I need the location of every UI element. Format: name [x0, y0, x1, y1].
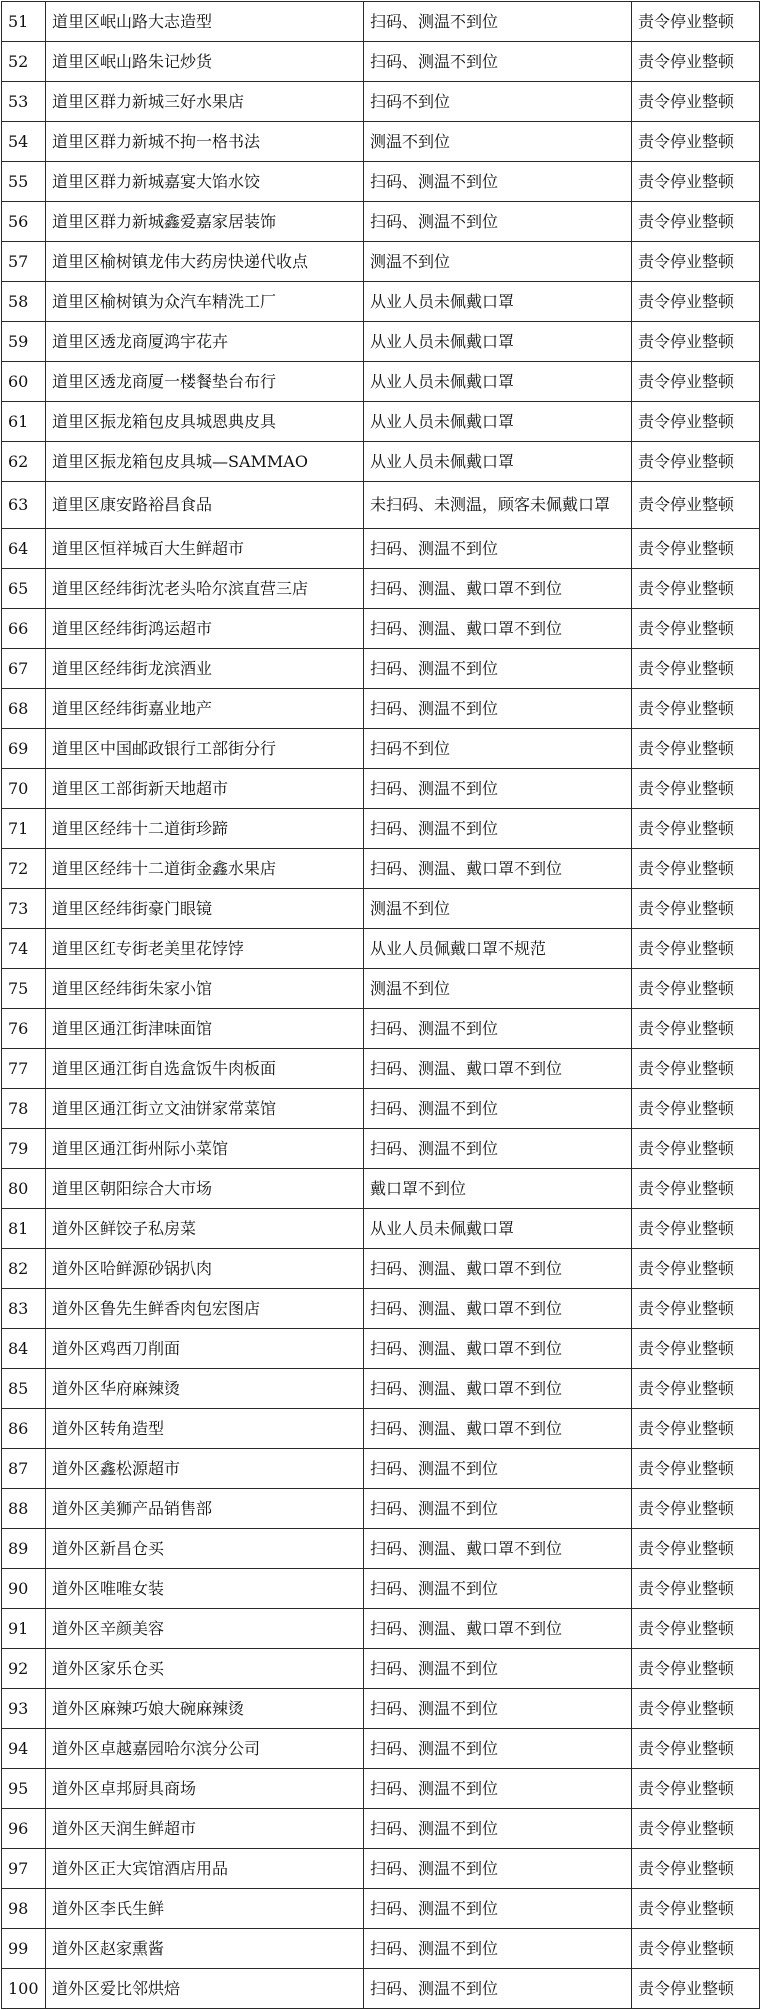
row-number: 65 [2, 569, 46, 609]
violation-issue: 扫码、测温不到位 [364, 1009, 632, 1049]
violation-issue: 扫码、测温不到位 [364, 1729, 632, 1769]
table-row [2, 1969, 760, 2009]
business-name: 道里区经纬街嘉业地产 [46, 689, 364, 729]
row-number: 71 [2, 809, 46, 849]
violation-issue: 从业人员未佩戴口罩 [364, 402, 632, 442]
penalty-action: 责令停业整顿 [632, 1249, 760, 1289]
table-row [2, 689, 760, 729]
table-row [2, 1849, 760, 1889]
table-row [2, 1809, 760, 1849]
table-row [2, 1609, 760, 1649]
violation-issue: 扫码、测温、戴口罩不到位 [364, 1289, 632, 1329]
table-row [2, 1689, 760, 1729]
violation-issue: 扫码、测温不到位 [364, 1969, 632, 2009]
table-row [2, 929, 760, 969]
business-name: 道外区鲁先生鲜香肉包宏图店 [46, 1289, 364, 1329]
violation-issue: 扫码、测温不到位 [364, 1489, 632, 1529]
violation-issue: 测温不到位 [364, 969, 632, 1009]
violation-issue: 测温不到位 [364, 122, 632, 162]
business-name: 道里区群力新城鑫爱嘉家居装饰 [46, 202, 364, 242]
row-number: 94 [2, 1729, 46, 1769]
row-number: 55 [2, 162, 46, 202]
table-row [2, 1129, 760, 1169]
business-name: 道外区华府麻辣烫 [46, 1369, 364, 1409]
table-row [2, 609, 760, 649]
table-row [2, 1649, 760, 1689]
business-name: 道外区哈鲜源砂锅扒肉 [46, 1249, 364, 1289]
table-row [2, 569, 760, 609]
business-name: 道里区通江街州际小菜馆 [46, 1129, 364, 1169]
table-row [2, 1209, 760, 1249]
violation-issue: 未扫码、未测温，顾客未佩戴口罩 [364, 482, 632, 529]
violation-issue: 扫码、测温不到位 [364, 1929, 632, 1969]
violation-issue: 从业人员未佩戴口罩 [364, 442, 632, 482]
penalty-action: 责令停业整顿 [632, 1089, 760, 1129]
table-row [2, 1729, 760, 1769]
business-name: 道里区群力新城不拘一格书法 [46, 122, 364, 162]
table-row [2, 1449, 760, 1489]
row-number: 64 [2, 529, 46, 569]
table-row [2, 1289, 760, 1329]
penalty-action: 责令停业整顿 [632, 929, 760, 969]
row-number: 92 [2, 1649, 46, 1689]
penalty-action: 责令停业整顿 [632, 1369, 760, 1409]
penalty-action: 责令停业整顿 [632, 1569, 760, 1609]
violation-issue: 扫码、测温不到位 [364, 2, 632, 42]
row-number: 63 [2, 482, 46, 529]
business-name: 道外区爱比邻烘焙 [46, 1969, 364, 2009]
business-name: 道里区透龙商厦鸿宇花卉 [46, 322, 364, 362]
table-row [2, 1529, 760, 1569]
table-row [2, 849, 760, 889]
violation-issue: 扫码不到位 [364, 729, 632, 769]
penalty-action: 责令停业整顿 [632, 1649, 760, 1689]
table-row [2, 242, 760, 282]
penalty-action: 责令停业整顿 [632, 1689, 760, 1729]
penalty-action: 责令停业整顿 [632, 1289, 760, 1329]
penalty-action: 责令停业整顿 [632, 2, 760, 42]
table-row [2, 2, 760, 42]
penalty-action: 责令停业整顿 [632, 1489, 760, 1529]
row-number: 91 [2, 1609, 46, 1649]
penalty-action: 责令停业整顿 [632, 969, 760, 1009]
business-name: 道外区赵家熏酱 [46, 1929, 364, 1969]
penalty-action: 责令停业整顿 [632, 1129, 760, 1169]
business-name: 道里区榆树镇龙伟大药房快递代收点 [46, 242, 364, 282]
violation-issue: 扫码、测温不到位 [364, 1809, 632, 1849]
business-name: 道外区鑫松源超市 [46, 1449, 364, 1489]
table-row [2, 729, 760, 769]
violation-issue: 扫码不到位 [364, 82, 632, 122]
row-number: 70 [2, 769, 46, 809]
violation-issue: 扫码、测温不到位 [364, 1129, 632, 1169]
violation-issue: 扫码、测温不到位 [364, 529, 632, 569]
penalty-action: 责令停业整顿 [632, 1889, 760, 1929]
business-name: 道里区通江街津味面馆 [46, 1009, 364, 1049]
violation-issue: 扫码、测温、戴口罩不到位 [364, 1529, 632, 1569]
table-row [2, 162, 760, 202]
business-name: 道外区麻辣巧娘大碗麻辣烫 [46, 1689, 364, 1729]
violation-issue: 扫码、测温不到位 [364, 1889, 632, 1929]
violation-table-body [2, 2, 760, 2009]
violation-issue: 扫码、测温、戴口罩不到位 [364, 1409, 632, 1449]
table-row [2, 282, 760, 322]
table-row [2, 1369, 760, 1409]
row-number: 85 [2, 1369, 46, 1409]
table-row [2, 1889, 760, 1929]
violation-issue: 扫码、测温、戴口罩不到位 [364, 1049, 632, 1089]
violation-issue: 扫码、测温不到位 [364, 1649, 632, 1689]
business-name: 道外区卓邦厨具商场 [46, 1769, 364, 1809]
business-name: 道外区转角造型 [46, 1409, 364, 1449]
business-name: 道里区经纬街鸿运超市 [46, 609, 364, 649]
business-name: 道外区新昌仓买 [46, 1529, 364, 1569]
table-row [2, 1489, 760, 1529]
row-number: 52 [2, 42, 46, 82]
penalty-action: 责令停业整顿 [632, 1969, 760, 2009]
penalty-action: 责令停业整顿 [632, 82, 760, 122]
penalty-action: 责令停业整顿 [632, 849, 760, 889]
row-number: 59 [2, 322, 46, 362]
business-name: 道里区岷山路大志造型 [46, 2, 364, 42]
penalty-action: 责令停业整顿 [632, 1609, 760, 1649]
row-number: 80 [2, 1169, 46, 1209]
row-number: 88 [2, 1489, 46, 1529]
penalty-action: 责令停业整顿 [632, 809, 760, 849]
penalty-action: 责令停业整顿 [632, 1409, 760, 1449]
table-row [2, 362, 760, 402]
business-name: 道里区振龙箱包皮具城—SAMMAO [46, 442, 364, 482]
row-number: 100 [2, 1969, 46, 2009]
violation-issue: 扫码、测温不到位 [364, 1689, 632, 1729]
business-name: 道外区鲜饺子私房菜 [46, 1209, 364, 1249]
business-name: 道外区正大宾馆酒店用品 [46, 1849, 364, 1889]
penalty-action: 责令停业整顿 [632, 1209, 760, 1249]
violation-issue: 扫码、测温、戴口罩不到位 [364, 1609, 632, 1649]
row-number: 68 [2, 689, 46, 729]
violation-issue: 扫码、测温、戴口罩不到位 [364, 609, 632, 649]
penalty-action: 责令停业整顿 [632, 42, 760, 82]
table-row [2, 482, 760, 529]
table-row [2, 442, 760, 482]
business-name: 道里区岷山路朱记炒货 [46, 42, 364, 82]
business-name: 道里区经纬街朱家小馆 [46, 969, 364, 1009]
penalty-action: 责令停业整顿 [632, 122, 760, 162]
penalty-action: 责令停业整顿 [632, 1169, 760, 1209]
business-name: 道里区康安路裕昌食品 [46, 482, 364, 529]
business-name: 道里区经纬街龙滨酒业 [46, 649, 364, 689]
row-number: 69 [2, 729, 46, 769]
violation-issue: 从业人员未佩戴口罩 [364, 1209, 632, 1249]
violation-issue: 扫码、测温不到位 [364, 162, 632, 202]
business-name: 道里区通江街自选盒饭牛肉板面 [46, 1049, 364, 1089]
business-name: 道里区透龙商厦一楼餐垫台布行 [46, 362, 364, 402]
business-name: 道里区通江街立文油饼家常菜馆 [46, 1089, 364, 1129]
business-name: 道外区卓越嘉园哈尔滨分公司 [46, 1729, 364, 1769]
penalty-action: 责令停业整顿 [632, 649, 760, 689]
penalty-action: 责令停业整顿 [632, 1729, 760, 1769]
violation-issue: 扫码、测温、戴口罩不到位 [364, 1369, 632, 1409]
business-name: 道外区李氏生鲜 [46, 1889, 364, 1929]
row-number: 99 [2, 1929, 46, 1969]
violation-issue: 从业人员未佩戴口罩 [364, 322, 632, 362]
business-name: 道里区工部街新天地超市 [46, 769, 364, 809]
violation-issue: 从业人员未佩戴口罩 [364, 282, 632, 322]
row-number: 83 [2, 1289, 46, 1329]
violation-table [1, 1, 760, 2009]
penalty-action: 责令停业整顿 [632, 202, 760, 242]
business-name: 道外区美狮产品销售部 [46, 1489, 364, 1529]
row-number: 74 [2, 929, 46, 969]
table-row [2, 1929, 760, 1969]
table-row [2, 1169, 760, 1209]
business-name: 道外区辛颜美容 [46, 1609, 364, 1649]
business-name: 道里区榆树镇为众汽车精洗工厂 [46, 282, 364, 322]
row-number: 75 [2, 969, 46, 1009]
row-number: 81 [2, 1209, 46, 1249]
row-number: 77 [2, 1049, 46, 1089]
violation-issue: 扫码、测温不到位 [364, 649, 632, 689]
violation-issue: 扫码、测温不到位 [364, 1769, 632, 1809]
violation-issue: 扫码、测温不到位 [364, 1449, 632, 1489]
row-number: 82 [2, 1249, 46, 1289]
business-name: 道里区经纬十二道街金鑫水果店 [46, 849, 364, 889]
row-number: 98 [2, 1889, 46, 1929]
violation-issue: 扫码、测温、戴口罩不到位 [364, 1249, 632, 1289]
table-row [2, 1249, 760, 1289]
table-row [2, 889, 760, 929]
penalty-action: 责令停业整顿 [632, 322, 760, 362]
row-number: 73 [2, 889, 46, 929]
table-row [2, 322, 760, 362]
business-name: 道里区经纬街沈老头哈尔滨直营三店 [46, 569, 364, 609]
row-number: 53 [2, 82, 46, 122]
row-number: 87 [2, 1449, 46, 1489]
table-row [2, 42, 760, 82]
table-row [2, 202, 760, 242]
violation-issue: 扫码、测温、戴口罩不到位 [364, 849, 632, 889]
penalty-action: 责令停业整顿 [632, 1329, 760, 1369]
penalty-action: 责令停业整顿 [632, 889, 760, 929]
penalty-action: 责令停业整顿 [632, 689, 760, 729]
table-row [2, 969, 760, 1009]
business-name: 道外区家乐仓买 [46, 1649, 364, 1689]
row-number: 97 [2, 1849, 46, 1889]
penalty-action: 责令停业整顿 [632, 1929, 760, 1969]
business-name: 道外区天润生鲜超市 [46, 1809, 364, 1849]
penalty-action: 责令停业整顿 [632, 1049, 760, 1089]
row-number: 60 [2, 362, 46, 402]
violation-issue: 扫码、测温不到位 [364, 1849, 632, 1889]
row-number: 76 [2, 1009, 46, 1049]
business-name: 道里区经纬十二道街珍蹄 [46, 809, 364, 849]
row-number: 56 [2, 202, 46, 242]
penalty-action: 责令停业整顿 [632, 482, 760, 529]
business-name: 道里区振龙箱包皮具城恩典皮具 [46, 402, 364, 442]
row-number: 84 [2, 1329, 46, 1369]
penalty-action: 责令停业整顿 [632, 1849, 760, 1889]
row-number: 58 [2, 282, 46, 322]
penalty-action: 责令停业整顿 [632, 1769, 760, 1809]
row-number: 86 [2, 1409, 46, 1449]
penalty-action: 责令停业整顿 [632, 402, 760, 442]
row-number: 67 [2, 649, 46, 689]
row-number: 72 [2, 849, 46, 889]
violation-issue: 扫码、测温不到位 [364, 1569, 632, 1609]
row-number: 62 [2, 442, 46, 482]
business-name: 道里区红专街老美里花饽饽 [46, 929, 364, 969]
table-row [2, 82, 760, 122]
violation-issue: 扫码、测温不到位 [364, 689, 632, 729]
violation-issue: 测温不到位 [364, 889, 632, 929]
business-name: 道里区朝阳综合大市场 [46, 1169, 364, 1209]
table-row [2, 1769, 760, 1809]
table-row [2, 122, 760, 162]
penalty-action: 责令停业整顿 [632, 362, 760, 402]
row-number: 95 [2, 1769, 46, 1809]
violation-issue: 从业人员佩戴口罩不规范 [364, 929, 632, 969]
penalty-action: 责令停业整顿 [632, 609, 760, 649]
table-row [2, 1049, 760, 1089]
violation-issue: 扫码、测温不到位 [364, 202, 632, 242]
row-number: 79 [2, 1129, 46, 1169]
row-number: 57 [2, 242, 46, 282]
penalty-action: 责令停业整顿 [632, 1809, 760, 1849]
penalty-action: 责令停业整顿 [632, 282, 760, 322]
business-name: 道里区中国邮政银行工部街分行 [46, 729, 364, 769]
row-number: 66 [2, 609, 46, 649]
violation-issue: 测温不到位 [364, 242, 632, 282]
table-row [2, 1329, 760, 1369]
violation-issue: 扫码、测温不到位 [364, 42, 632, 82]
penalty-action: 责令停业整顿 [632, 1529, 760, 1569]
table-row [2, 769, 760, 809]
table-row [2, 809, 760, 849]
violation-issue: 扫码、测温不到位 [364, 1089, 632, 1129]
penalty-action: 责令停业整顿 [632, 529, 760, 569]
business-name: 道外区唯唯女装 [46, 1569, 364, 1609]
row-number: 90 [2, 1569, 46, 1609]
business-name: 道里区恒祥城百大生鲜超市 [46, 529, 364, 569]
business-name: 道里区群力新城嘉宴大馅水饺 [46, 162, 364, 202]
business-name: 道外区鸡西刀削面 [46, 1329, 364, 1369]
table-row [2, 1409, 760, 1449]
penalty-action: 责令停业整顿 [632, 729, 760, 769]
row-number: 96 [2, 1809, 46, 1849]
table-row [2, 402, 760, 442]
row-number: 51 [2, 2, 46, 42]
row-number: 89 [2, 1529, 46, 1569]
penalty-action: 责令停业整顿 [632, 1009, 760, 1049]
penalty-action: 责令停业整顿 [632, 442, 760, 482]
violation-issue: 扫码、测温、戴口罩不到位 [364, 569, 632, 609]
table-row [2, 1569, 760, 1609]
table-row [2, 649, 760, 689]
table-row [2, 529, 760, 569]
table-row [2, 1089, 760, 1129]
violation-issue: 从业人员未佩戴口罩 [364, 362, 632, 402]
penalty-action: 责令停业整顿 [632, 162, 760, 202]
row-number: 93 [2, 1689, 46, 1729]
row-number: 54 [2, 122, 46, 162]
business-name: 道里区群力新城三好水果店 [46, 82, 364, 122]
penalty-action: 责令停业整顿 [632, 569, 760, 609]
penalty-action: 责令停业整顿 [632, 1449, 760, 1489]
penalty-action: 责令停业整顿 [632, 769, 760, 809]
violation-issue: 戴口罩不到位 [364, 1169, 632, 1209]
violation-issue: 扫码、测温不到位 [364, 769, 632, 809]
penalty-action: 责令停业整顿 [632, 242, 760, 282]
violation-issue: 扫码、测温、戴口罩不到位 [364, 1329, 632, 1369]
row-number: 78 [2, 1089, 46, 1129]
table-row [2, 1009, 760, 1049]
business-name: 道里区经纬街豪门眼镜 [46, 889, 364, 929]
violation-issue: 扫码、测温不到位 [364, 809, 632, 849]
row-number: 61 [2, 402, 46, 442]
